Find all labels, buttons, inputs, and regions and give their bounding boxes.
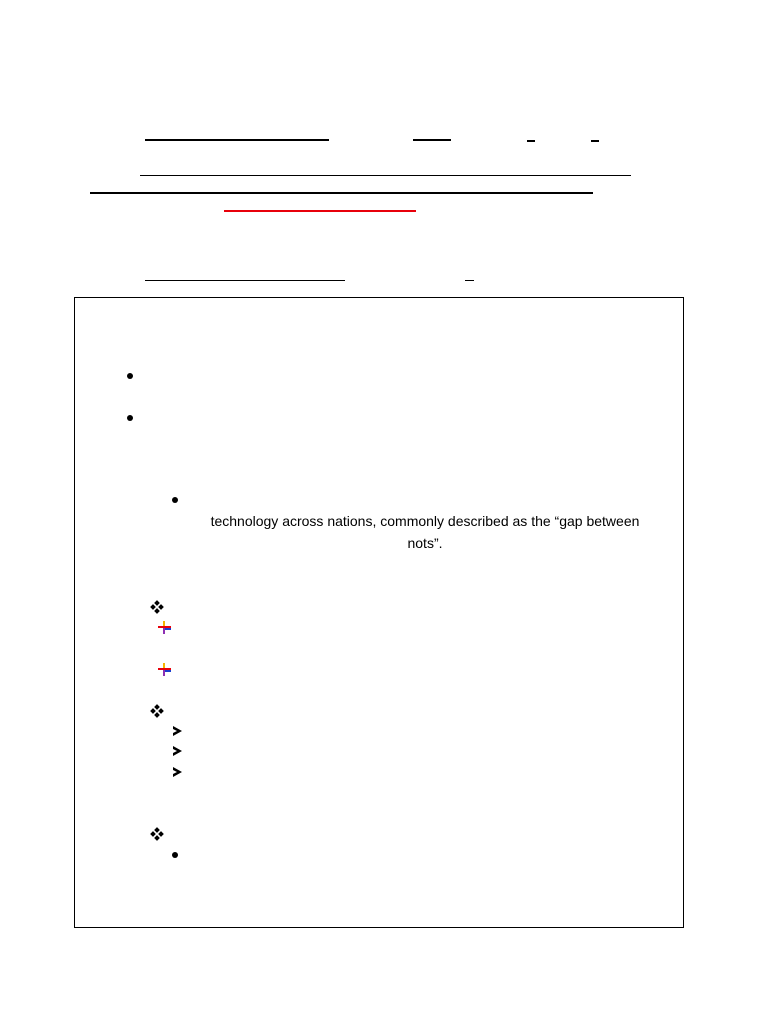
colored-cross-bullet-icon <box>158 663 172 677</box>
arrow-bullet-icon <box>173 726 182 736</box>
bullet-dot-icon <box>127 373 133 379</box>
bullet-dot-icon <box>127 415 133 421</box>
heading-rule-4 <box>591 140 599 142</box>
heading-rule-1 <box>145 139 329 141</box>
title-rule <box>90 192 593 194</box>
paragraph-line-1: technology across nations, commonly described as the “gap between <box>210 513 640 529</box>
content-box <box>74 297 684 928</box>
diamond-bullet-icon <box>151 705 163 717</box>
colored-cross-bullet-icon <box>158 621 172 635</box>
arrow-bullet-icon <box>173 767 182 777</box>
accent-rule <box>224 210 416 212</box>
bullet-dot-icon <box>172 497 178 503</box>
heading-rule-3 <box>527 140 535 142</box>
arrow-bullet-icon <box>173 746 182 756</box>
section-rule-1 <box>145 280 345 281</box>
diamond-bullet-icon <box>151 601 163 613</box>
bullet-dot-icon <box>172 852 178 858</box>
paragraph-line-2: nots”. <box>407 535 443 551</box>
heading-rule-2 <box>413 139 451 141</box>
subheading-rule <box>140 175 631 176</box>
section-rule-2 <box>465 280 474 281</box>
diamond-bullet-icon <box>151 828 163 840</box>
